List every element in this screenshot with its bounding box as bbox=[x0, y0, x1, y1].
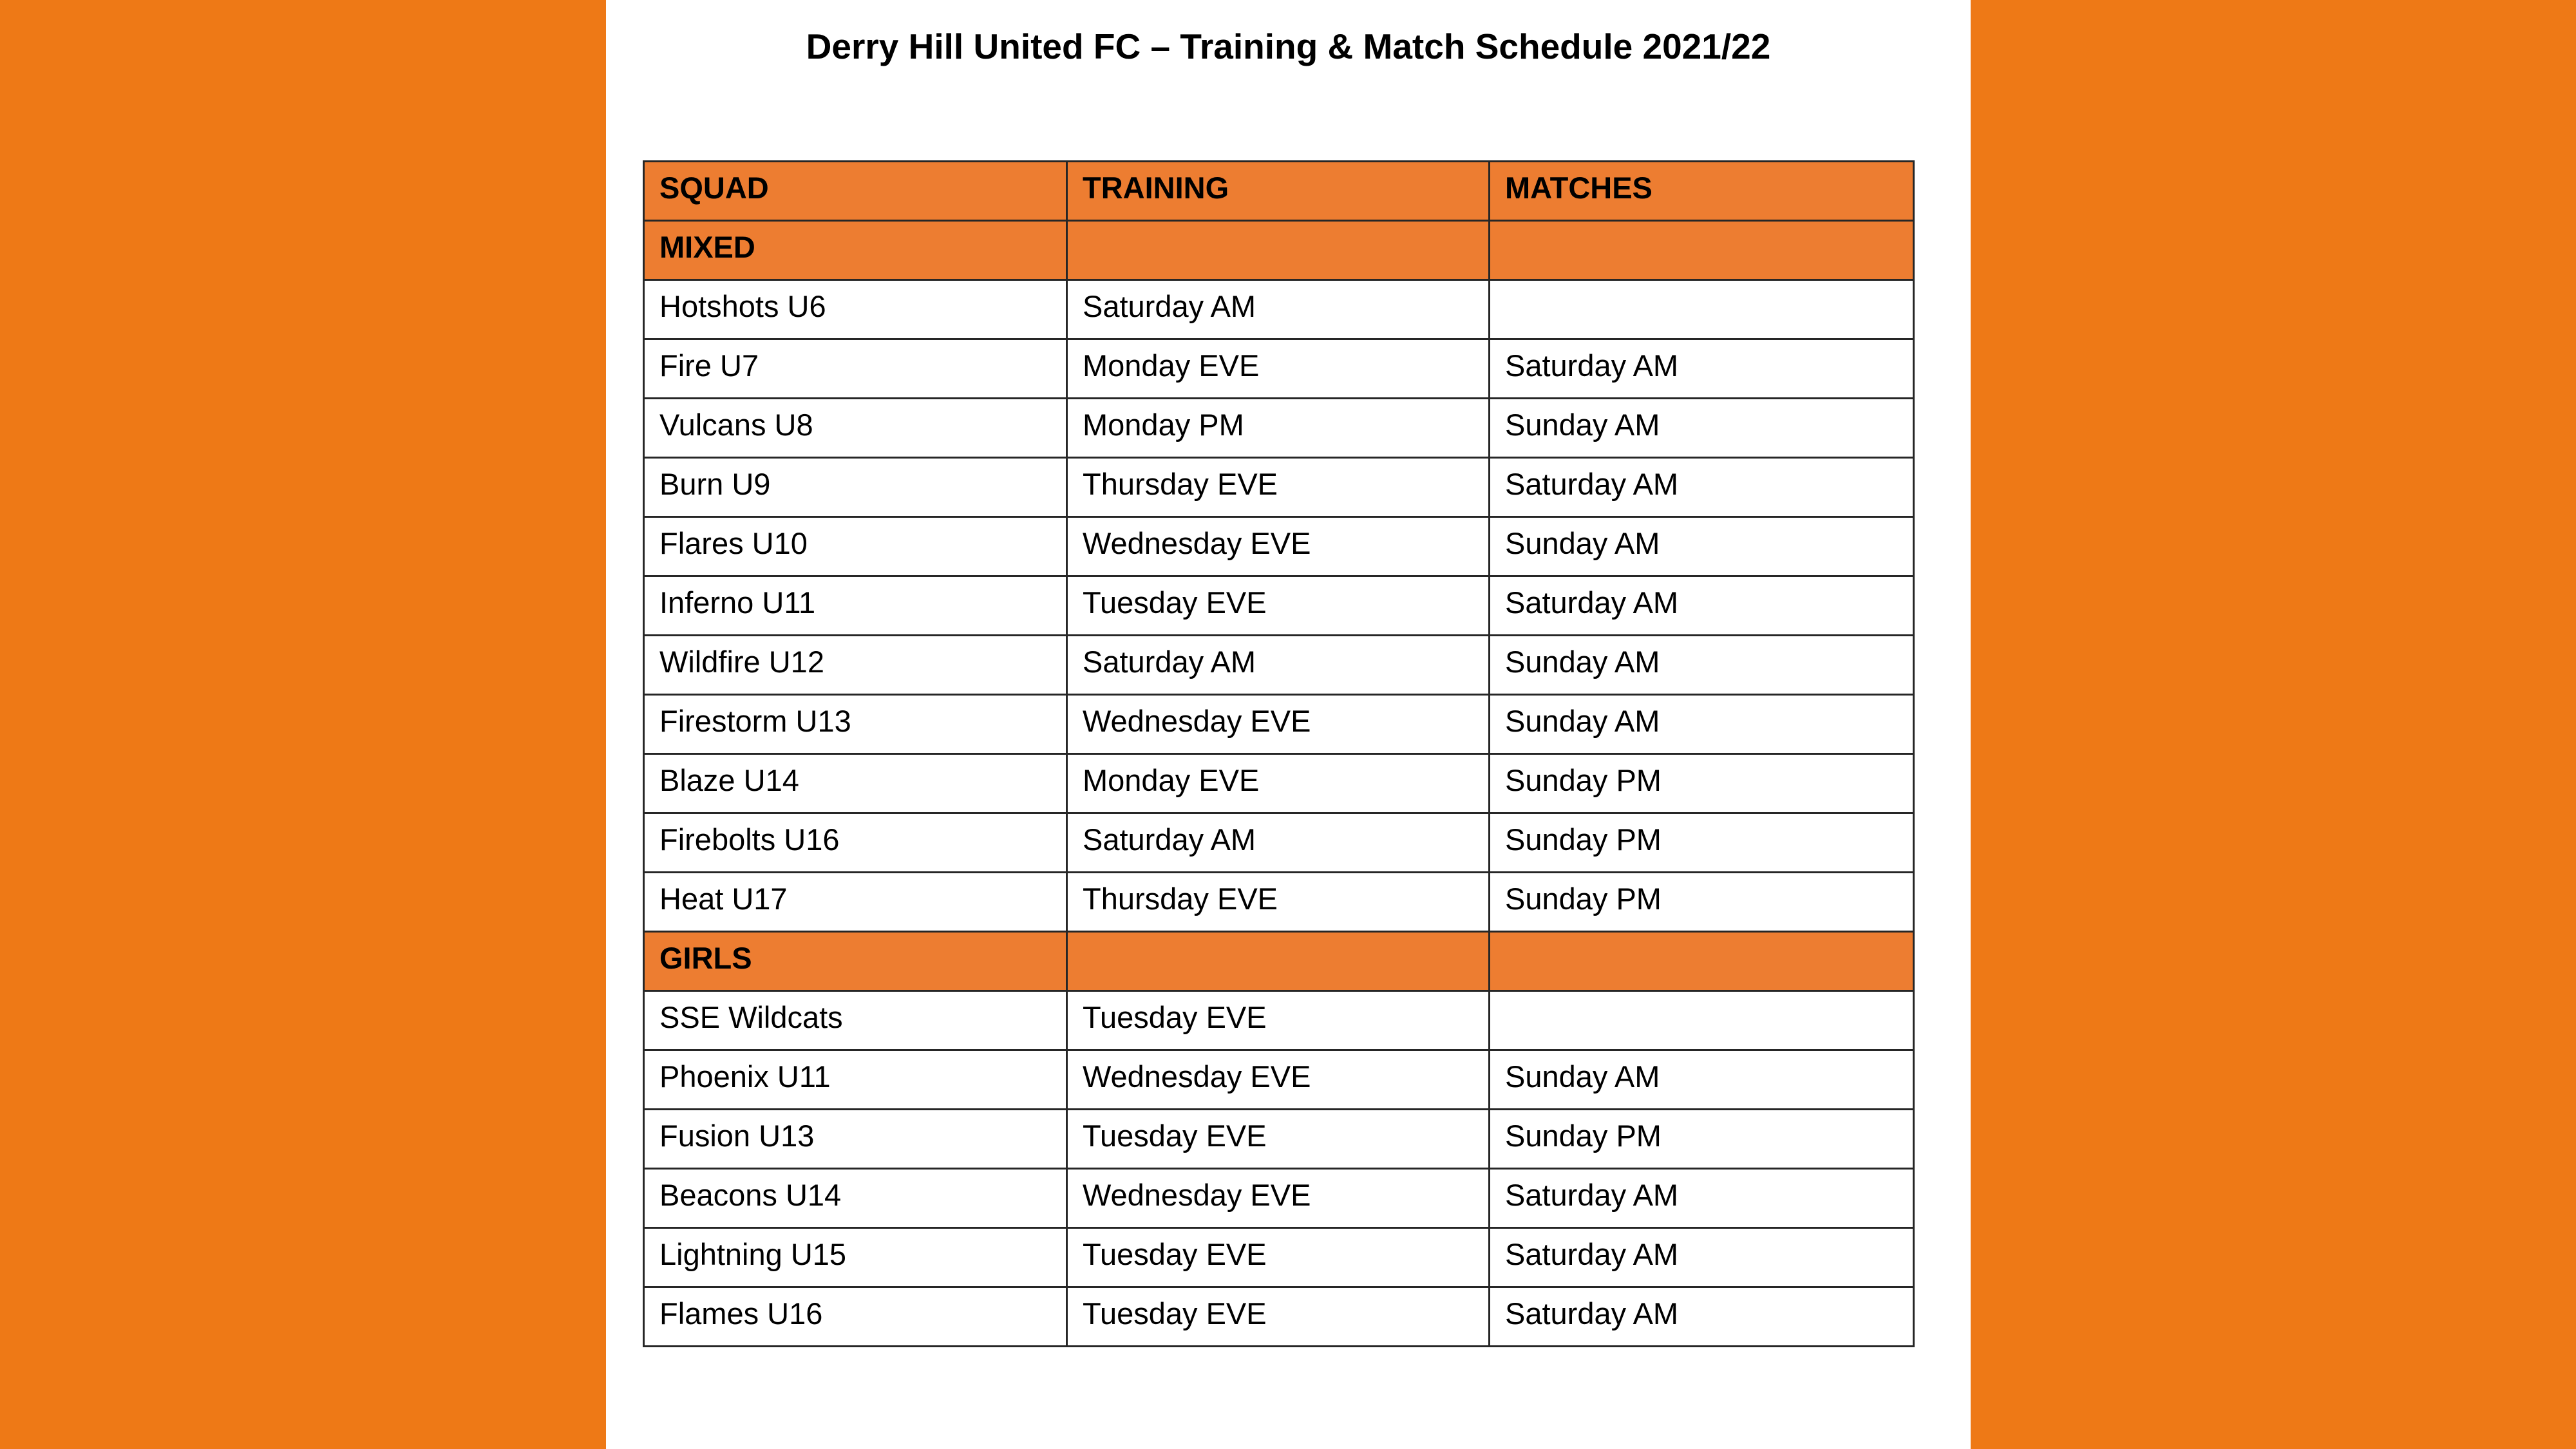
section-label: MIXED bbox=[644, 221, 1067, 280]
squad-cell: SSE Wildcats bbox=[644, 991, 1067, 1050]
page-title: Derry Hill United FC – Training & Match Schedule 2021/22 bbox=[806, 26, 1771, 66]
table-row bbox=[644, 813, 1914, 873]
section-empty-cell bbox=[1490, 221, 1914, 280]
section-empty-cell bbox=[1067, 221, 1490, 280]
table-row bbox=[644, 280, 1914, 339]
document-page bbox=[606, 0, 1971, 1449]
squad-cell: Blaze U14 bbox=[644, 754, 1067, 813]
matches-cell: Sunday AM bbox=[1490, 517, 1914, 576]
matches-cell: Saturday AM bbox=[1490, 458, 1914, 517]
section-row-girls bbox=[644, 932, 1914, 991]
squad-cell: Flares U10 bbox=[644, 517, 1067, 576]
training-cell: Wednesday EVE bbox=[1067, 1169, 1490, 1228]
training-cell: Tuesday EVE bbox=[1067, 1228, 1490, 1287]
table-row bbox=[644, 458, 1914, 517]
matches-cell: Sunday AM bbox=[1490, 399, 1914, 458]
matches-cell: Saturday AM bbox=[1490, 576, 1914, 636]
training-cell: Wednesday EVE bbox=[1067, 695, 1490, 754]
training-cell: Wednesday EVE bbox=[1067, 1050, 1490, 1110]
training-cell: Tuesday EVE bbox=[1067, 1110, 1490, 1169]
squad-cell: Phoenix U11 bbox=[644, 1050, 1067, 1110]
table-row bbox=[644, 517, 1914, 576]
training-cell: Saturday AM bbox=[1067, 280, 1490, 339]
training-cell: Tuesday EVE bbox=[1067, 576, 1490, 636]
training-cell: Tuesday EVE bbox=[1067, 1287, 1490, 1347]
training-cell: Wednesday EVE bbox=[1067, 517, 1490, 576]
training-cell: Monday EVE bbox=[1067, 339, 1490, 399]
table-row bbox=[644, 636, 1914, 695]
matches-cell: Sunday PM bbox=[1490, 754, 1914, 813]
table-row bbox=[644, 399, 1914, 458]
matches-cell: Sunday PM bbox=[1490, 813, 1914, 873]
table-row bbox=[644, 754, 1914, 813]
table-row bbox=[644, 1110, 1914, 1169]
squad-cell: Wildfire U12 bbox=[644, 636, 1067, 695]
squad-cell: Inferno U11 bbox=[644, 576, 1067, 636]
squad-cell: Heat U17 bbox=[644, 873, 1067, 932]
schedule-table bbox=[643, 160, 1915, 1347]
matches-cell: Saturday AM bbox=[1490, 1287, 1914, 1347]
squad-cell: Lightning U15 bbox=[644, 1228, 1067, 1287]
training-cell: Monday EVE bbox=[1067, 754, 1490, 813]
table-row bbox=[644, 1169, 1914, 1228]
table-row bbox=[644, 1050, 1914, 1110]
section-label: GIRLS bbox=[644, 932, 1067, 991]
table-row bbox=[644, 1228, 1914, 1287]
squad-cell: Fusion U13 bbox=[644, 1110, 1067, 1169]
training-cell: Monday PM bbox=[1067, 399, 1490, 458]
squad-cell: Firestorm U13 bbox=[644, 695, 1067, 754]
matches-cell: Sunday AM bbox=[1490, 636, 1914, 695]
squad-cell: Burn U9 bbox=[644, 458, 1067, 517]
matches-cell: Saturday AM bbox=[1490, 1228, 1914, 1287]
squad-cell: Beacons U14 bbox=[644, 1169, 1067, 1228]
matches-cell: Sunday PM bbox=[1490, 873, 1914, 932]
matches-cell bbox=[1490, 280, 1914, 339]
table-row bbox=[644, 873, 1914, 932]
section-empty-cell bbox=[1490, 932, 1914, 991]
training-cell: Thursday EVE bbox=[1067, 458, 1490, 517]
table-row bbox=[644, 991, 1914, 1050]
squad-cell: Firebolts U16 bbox=[644, 813, 1067, 873]
header-cell-training: TRAINING bbox=[1067, 162, 1490, 221]
schedule-table-body bbox=[644, 162, 1914, 1347]
table-row bbox=[644, 339, 1914, 399]
training-cell: Thursday EVE bbox=[1067, 873, 1490, 932]
table-row bbox=[644, 576, 1914, 636]
squad-cell: Vulcans U8 bbox=[644, 399, 1067, 458]
squad-cell: Hotshots U6 bbox=[644, 280, 1067, 339]
training-cell: Saturday AM bbox=[1067, 636, 1490, 695]
table-header-row bbox=[644, 162, 1914, 221]
matches-cell: Saturday AM bbox=[1490, 1169, 1914, 1228]
squad-cell: Fire U7 bbox=[644, 339, 1067, 399]
matches-cell: Sunday PM bbox=[1490, 1110, 1914, 1169]
section-row-mixed bbox=[644, 221, 1914, 280]
matches-cell: Saturday AM bbox=[1490, 339, 1914, 399]
matches-cell bbox=[1490, 991, 1914, 1050]
header-cell-squad: SQUAD bbox=[644, 162, 1067, 221]
table-row bbox=[644, 1287, 1914, 1347]
matches-cell: Sunday AM bbox=[1490, 695, 1914, 754]
squad-cell: Flames U16 bbox=[644, 1287, 1067, 1347]
training-cell: Saturday AM bbox=[1067, 813, 1490, 873]
header-cell-matches: MATCHES bbox=[1490, 162, 1914, 221]
table-row bbox=[644, 695, 1914, 754]
training-cell: Tuesday EVE bbox=[1067, 991, 1490, 1050]
section-empty-cell bbox=[1067, 932, 1490, 991]
matches-cell: Sunday AM bbox=[1490, 1050, 1914, 1110]
